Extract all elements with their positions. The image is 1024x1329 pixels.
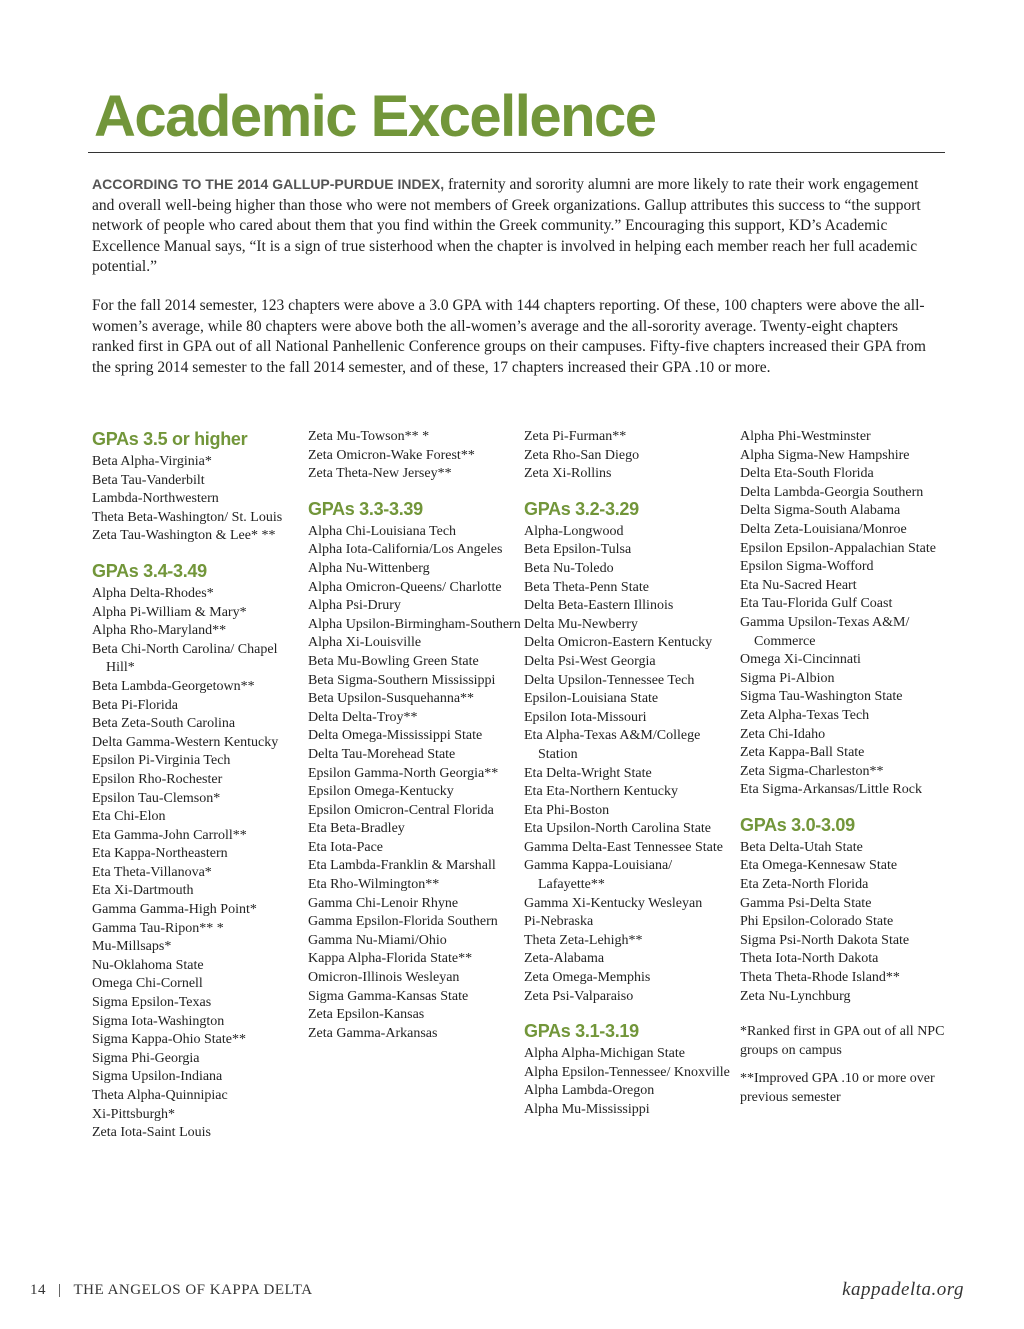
chapter-item: Alpha Sigma-New Hampshire [740,447,910,463]
chapter-item: Zeta Theta-New Jersey** [308,466,452,482]
chapter-item: Alpha Psi-Drury [308,598,401,614]
chapter-item: Zeta Iota-Saint Louis [92,1125,211,1141]
chapter-item: Sigma Kappa-Ohio State** [92,1032,246,1048]
chapter-item: Eta Theta-Villanova* [92,864,212,880]
chapter-item: Gamma Gamma-High Point* [92,902,257,918]
chapter-item: Delta Omega-Mississippi State [308,728,483,744]
footnotes [740,1022,955,1107]
chapter-item: Alpha Epsilon-Tennessee/ Knoxville [524,1064,730,1080]
chapter-item: Alpha Nu-Wittenberg [308,560,430,576]
chapter-item: Alpha Iota-California/Los Angeles [308,542,503,558]
chapter-item: Zeta Alpha-Texas Tech [740,707,870,723]
chapter-item: Eta Nu-Sacred Heart [740,577,857,593]
chapter-item: Mu-Millsaps* [92,939,172,955]
chapter-list [308,428,523,484]
chapter-item: Eta Omega-Kennesaw State [740,858,898,874]
chapter-item: Eta Gamma-John Carroll** [92,827,247,843]
chapter-item: Beta Theta-Penn State [524,579,649,595]
footnote: *Ranked first in GPA out of all NPC groups on campus [740,1024,945,1059]
chapter-list [740,839,955,1006]
chapter-item: Phi Epsilon-Colorado State [740,914,894,930]
chapter-item: Kappa Alpha-Florida State** [308,951,473,967]
chapter-item: Epsilon Sigma-Wofford [740,559,874,575]
chapter-item: Alpha Xi-Louisville [308,635,422,651]
gpa-group-heading: GPAs 3.2-3.29 [524,498,639,519]
chapter-item: Pi-Nebraska [524,914,594,930]
chapter-item: Gamma Kappa-Louisiana/ Lafayette** [524,858,673,893]
chapter-item: Zeta Xi-Rollins [524,466,612,482]
chapter-item: Gamma Nu-Miami/Ohio [308,932,447,948]
chapter-item: Beta Tau-Vanderbilt [92,472,205,488]
chapter-item: Theta Iota-North Dakota [740,951,879,967]
chapter-item: Beta Delta-Utah State [740,839,863,855]
chapter-item: Beta Lambda-Georgetown** [92,678,255,694]
chapter-item: Nu-Oklahoma State [92,957,204,973]
chapter-item: Zeta Gamma-Arkansas [308,1025,438,1041]
chapter-item: Eta Lambda-Franklin & Marshall [308,858,496,874]
chapter-item: Zeta Pi-Furman** [524,429,627,444]
chapter-item: Beta Upsilon-Susquehanna** [308,691,475,707]
chapter-item: Xi-Pittsburgh* [92,1106,175,1122]
intro-paragraph [92,174,940,278]
chapter-item: Sigma Upsilon-Indiana [92,1069,223,1085]
chapter-item: Alpha Pi-William & Mary* [92,604,247,620]
chapter-item: Theta Theta-Rhode Island** [740,970,900,986]
chapter-item: Zeta Mu-Towson** * [308,429,430,444]
chapter-item: Zeta Omicron-Wake Forest** [308,447,475,463]
chapter-item: Alpha Alpha-Michigan State [524,1046,685,1062]
chapter-item: Eta Zeta-North Florida [740,877,869,893]
chapter-item: Sigma Gamma-Kansas State [308,988,469,1004]
chapter-item: Epsilon Epsilon-Appalachian State [740,540,936,556]
chapter-list [524,428,739,484]
chapter-item: Sigma Psi-North Dakota State [740,932,910,948]
chapter-item: Theta Beta-Washington/ St. Louis [92,509,283,525]
chapter-item: Eta Phi-Boston [524,802,610,818]
intro-text: fraternity and sorority alumni are more likely to rate their work engagement and overall well-being higher than those who were not members of Greek organizations. Gallup attributes this success to “the support network of people who cared about them that you find within the Greek community.” Encouraging this support, KD’s Academic Excellence Manual says, “It is a sign of true sisterhood when the chapter is involved in helping each member reach her full academic potential.” [92,176,921,275]
chapter-item: Delta Zeta-Louisiana/Monroe [740,521,907,537]
gpa-group-heading: GPAs 3.5 or higher [92,429,248,449]
chapter-item: Delta Upsilon-Tennessee Tech [524,672,695,688]
gpa-column-3 [524,428,739,1120]
chapter-item: Zeta Kappa-Ball State [740,745,865,761]
chapter-item: Sigma Iota-Washington [92,1013,225,1029]
chapter-item: Epsilon Tau-Clemson* [92,790,221,806]
chapter-item: Eta Kappa-Northeastern [92,846,228,862]
page-title: Academic Excellence [94,84,656,149]
chapter-item: Sigma Pi-Albion [740,670,835,686]
chapter-item: Eta Rho-Wilmington** [308,877,440,893]
chapter-item: Zeta Nu-Lynchburg [740,988,851,1004]
chapter-item: Zeta Sigma-Charleston** [740,763,884,779]
chapter-item: Delta Psi-West Georgia [524,653,656,669]
chapter-list [92,585,307,1143]
chapter-item: Beta Nu-Toledo [524,560,614,576]
chapter-item: Eta Tau-Florida Gulf Coast [740,596,893,612]
chapter-item: Delta Beta-Eastern Illinois [524,598,674,614]
chapter-item: Eta Eta-Northern Kentucky [524,784,678,800]
chapter-item: Alpha Chi-Louisiana Tech [308,523,457,539]
chapter-item: Eta Iota-Pace [308,839,384,855]
chapter-item: Zeta-Alabama [524,951,605,967]
chapter-item: Eta Beta-Bradley [308,821,405,837]
chapter-item: Epsilon Pi-Virginia Tech [92,753,231,769]
chapter-item: Alpha Phi-Westminster [740,429,871,444]
chapter-item: Alpha Rho-Maryland** [92,623,227,639]
footer-publication [30,1282,313,1299]
chapter-item: Zeta Chi-Idaho [740,726,826,742]
chapter-item: Beta Zeta-South Carolina [92,716,236,732]
gpa-group-heading: GPAs 3.4-3.49 [92,560,207,581]
publication-name: THE ANGELOS OF KAPPA DELTA [73,1282,313,1298]
gpa-group-heading: GPAs 3.3-3.39 [308,498,423,519]
page-number: 14 [30,1282,46,1298]
chapter-item: Eta Upsilon-North Carolina State [524,821,712,837]
chapter-item: Delta Eta-South Florida [740,466,874,482]
chapter-item: Delta Mu-Newberry [524,616,638,632]
chapter-list [524,523,739,1006]
chapter-item: Gamma Epsilon-Florida Southern [308,914,498,930]
chapter-list [92,453,307,546]
chapter-item: Beta Alpha-Virginia* [92,454,212,469]
chapter-item: Sigma Epsilon-Texas [92,995,212,1011]
chapter-item: Sigma Phi-Georgia [92,1050,200,1066]
chapter-item: Zeta Omega-Memphis [524,970,651,986]
website-link[interactable]: kappadelta.org [842,1279,964,1300]
intro-lead: ACCORDING TO THE 2014 GALLUP-PURDUE INDEX, [92,176,445,192]
chapter-item: Zeta Epsilon-Kansas [308,1007,425,1023]
chapter-item: Delta Lambda-Georgia Southern [740,484,924,500]
chapter-list [740,428,955,800]
chapter-item: Eta Sigma-Arkansas/Little Rock [740,782,922,798]
chapter-item: Eta Alpha-Texas A&M/College Station [524,728,701,762]
gpa-group-heading: GPAs 3.1-3.19 [524,1021,639,1042]
chapter-item: Epsilon-Louisiana State [524,691,659,707]
chapter-item: Delta Delta-Troy** [308,709,418,725]
gpa-column-2 [308,428,523,1043]
chapter-item: Eta Delta-Wright State [524,765,652,781]
chapter-item: Sigma Tau-Washington State [740,689,903,705]
footer-separator: | [58,1282,62,1298]
chapter-item: Theta Alpha-Quinnipiac [92,1088,228,1103]
chapter-item: Delta Omicron-Eastern Kentucky [524,635,713,651]
chapter-item: Zeta Rho-San Diego [524,447,640,463]
chapter-item: Zeta Tau-Washington & Lee* ** [92,528,276,544]
chapter-item: Gamma Chi-Lenoir Rhyne [308,895,459,911]
chapter-item: Delta Tau-Morehead State [308,746,456,762]
chapter-item: Omega Xi-Cincinnati [740,652,861,668]
chapter-item: Alpha Omicron-Queens/ Charlotte [308,579,502,595]
chapter-item: Gamma Psi-Delta State [740,895,872,911]
chapter-item: Gamma Upsilon-Texas A&M/ Commerce [740,614,910,649]
chapter-item: Epsilon Rho-Rochester [92,771,223,787]
footnote: **Improved GPA .10 or more over previous semester [740,1071,935,1106]
chapter-item: Epsilon Omega-Kentucky [308,784,454,800]
chapter-item: Eta Xi-Dartmouth [92,883,194,899]
chapter-item: Beta Mu-Bowling Green State [308,653,479,669]
title-divider [88,152,945,153]
chapter-item: Zeta Psi-Valparaiso [524,988,634,1004]
chapter-list [308,523,523,1044]
chapter-list [524,1045,739,1119]
chapter-item: Beta Sigma-Southern Mississippi [308,672,496,688]
chapter-item: Delta Sigma-South Alabama [740,503,901,519]
chapter-item: Alpha Delta-Rhodes* [92,585,214,601]
chapter-item: Alpha Lambda-Oregon [524,1083,655,1099]
stats-paragraph: For the fall 2014 semester, 123 chapters were above a 3.0 GPA with 144 chapters reporting. Of these, 100 chapters were above the all-women’s average, while 80 chapters were above both the all-women’s average and the all-sorority average. Twenty-eight chapters ranked first in GPA out of all National Panhellenic Conference groups on their campuses. Fifty-five chapters increased their GPA from the spring 2014 semester to the fall 2014 semester, and of these, 17 chapters increased their GPA .10 or more. [92,297,926,376]
chapter-item: Beta Pi-Florida [92,697,178,713]
chapter-item: Omicron-Illinois Wesleyan [308,970,460,986]
chapter-item: Omega Chi-Cornell [92,976,203,992]
chapter-item: Alpha Mu-Mississippi [524,1102,650,1117]
chapter-item: Gamma Delta-East Tennessee State [524,839,723,855]
gpa-group-heading: GPAs 3.0-3.09 [740,814,855,835]
chapter-item: Gamma Xi-Kentucky Wesleyan [524,895,703,911]
chapter-item: Epsilon Omicron-Central Florida [308,802,494,818]
chapter-item: Lambda-Northwestern [92,491,219,507]
gpa-column-1 [92,428,307,1143]
chapter-item: Theta Zeta-Lehigh** [524,932,643,948]
chapter-item: Beta Epsilon-Tulsa [524,542,632,558]
gpa-column-4 [740,428,955,1116]
chapter-item: Gamma Tau-Ripon** * [92,920,224,936]
chapter-item: Eta Chi-Elon [92,809,166,825]
chapter-item: Beta Chi-North Carolina/ Chapel Hill* [92,641,278,676]
chapter-item: Alpha Upsilon-Birmingham-Southern [308,616,521,632]
chapter-item: Delta Gamma-Western Kentucky [92,734,279,750]
chapter-item: Alpha-Longwood [524,523,624,539]
chapter-item: Epsilon Gamma-North Georgia** [308,765,499,781]
chapter-item: Epsilon Iota-Missouri [524,709,647,725]
